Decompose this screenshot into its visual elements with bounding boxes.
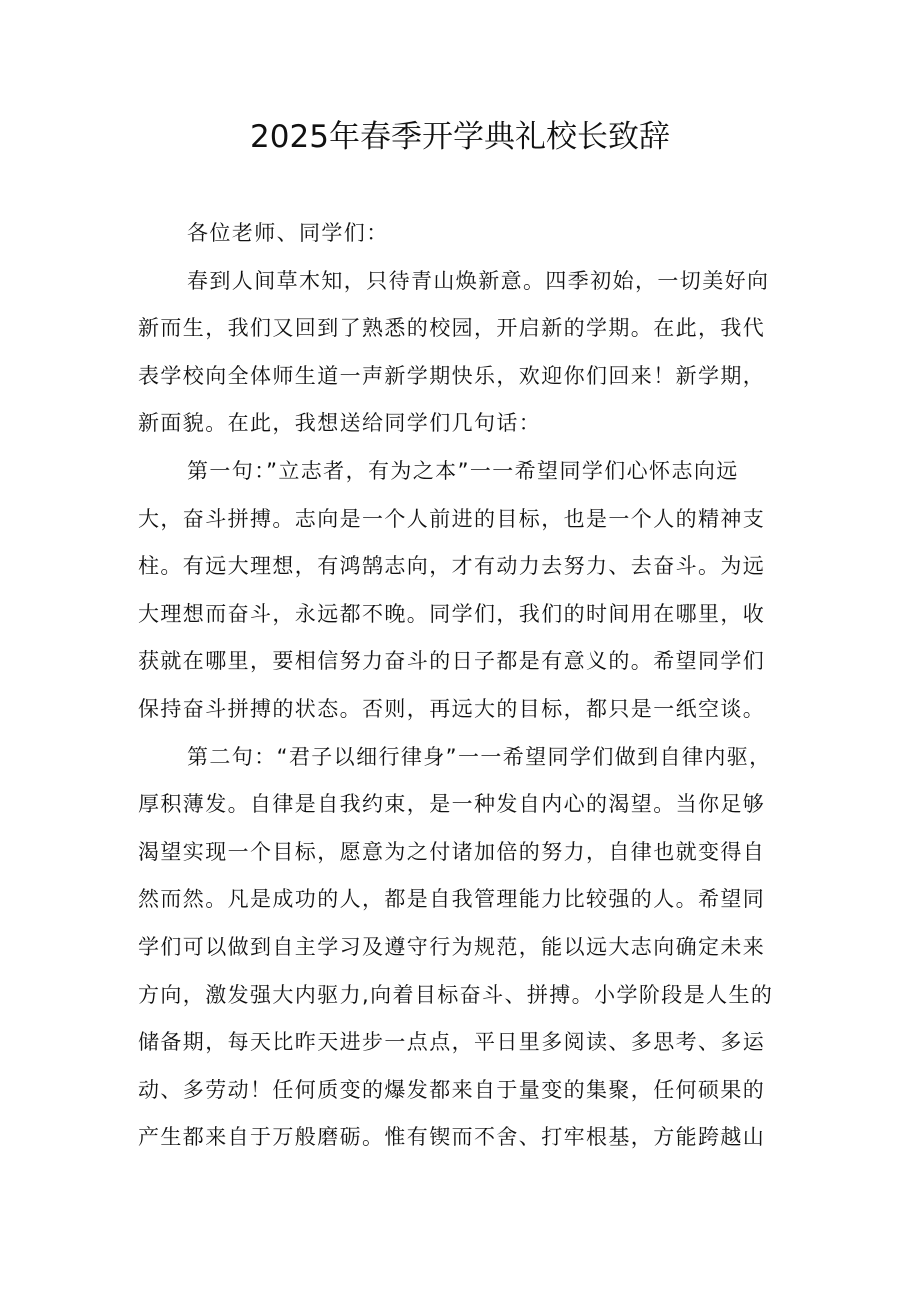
paragraph-line: 柱。有远大理想，有鸿鹄志向，才有动力去努力、去奋斗。为远 bbox=[138, 554, 766, 579]
paragraph-line: 获就在哪里，要相信努力奋斗的日子都是有意义的。希望同学们 bbox=[138, 649, 766, 674]
paragraph-line: 第二句：“君子以细行律身”一一希望同学们做到自律内驱， bbox=[187, 744, 772, 769]
paragraph-line: 春到人间草木知，只待青山焕新意。四季初始，一切美好向 bbox=[187, 268, 770, 293]
paragraph-line: 储备期，每天比昨天进步一点点，平日里多阅读、多思考、多运 bbox=[138, 1030, 766, 1055]
paragraph-line: 保持奋斗拼搏的状态。否则，再远大的目标，都只是一纸空谈。 bbox=[138, 696, 766, 721]
paragraph-line: 大，奋斗拼搏。志向是一个人前进的目标，也是一个人的精神支 bbox=[138, 506, 766, 531]
paragraph-line: 第一句：”立志者，有为之本”一一希望同学们心怀志向远 bbox=[187, 458, 739, 483]
paragraph-line: 新面貌。在此，我想送给同学们几句话： bbox=[138, 411, 542, 436]
document-body bbox=[138, 210, 798, 1162]
paragraph-line: 厚积薄发。自律是自我约束，是一种发自内心的渴望。当你足够 bbox=[138, 792, 766, 817]
paragraph-line: 大理想而奋斗，永远都不晚。同学们，我们的时间用在哪里，收 bbox=[138, 601, 766, 626]
paragraph-line: 新而生，我们又回到了熟悉的校园，开启新的学期。在此，我代 bbox=[138, 316, 766, 341]
paragraph-line: 然而然。凡是成功的人，都是自我管理能力比较强的人。希望同 bbox=[138, 887, 766, 912]
paragraph-line: 渴望实现一个目标，愿意为之付诸加倍的努力，自律也就变得自 bbox=[138, 839, 766, 864]
paragraph-line: 方向，激发强大内驱力,向着目标奋斗、拼搏。小学阶段是人生的 bbox=[138, 982, 774, 1007]
paragraph-line: 产生都来自于万般磨砺。惟有锲而不舍、打牢根基，方能跨越山 bbox=[138, 1125, 766, 1150]
paragraph-line: 表学校向全体师生道一声新学期快乐，欢迎你们回来！新学期， bbox=[138, 363, 766, 388]
paragraph-line: 动、多劳动！任何质变的爆发都来自于量变的集聚，任何硕果的 bbox=[138, 1077, 766, 1102]
paragraph-line: 学们可以做到自主学习及遵守行为规范，能以远大志向确定未来 bbox=[138, 934, 766, 959]
salutation-line: 各位老师、同学们： bbox=[187, 221, 389, 245]
document-title: 2025年春季开学典礼校长致辞 bbox=[250, 119, 670, 155]
